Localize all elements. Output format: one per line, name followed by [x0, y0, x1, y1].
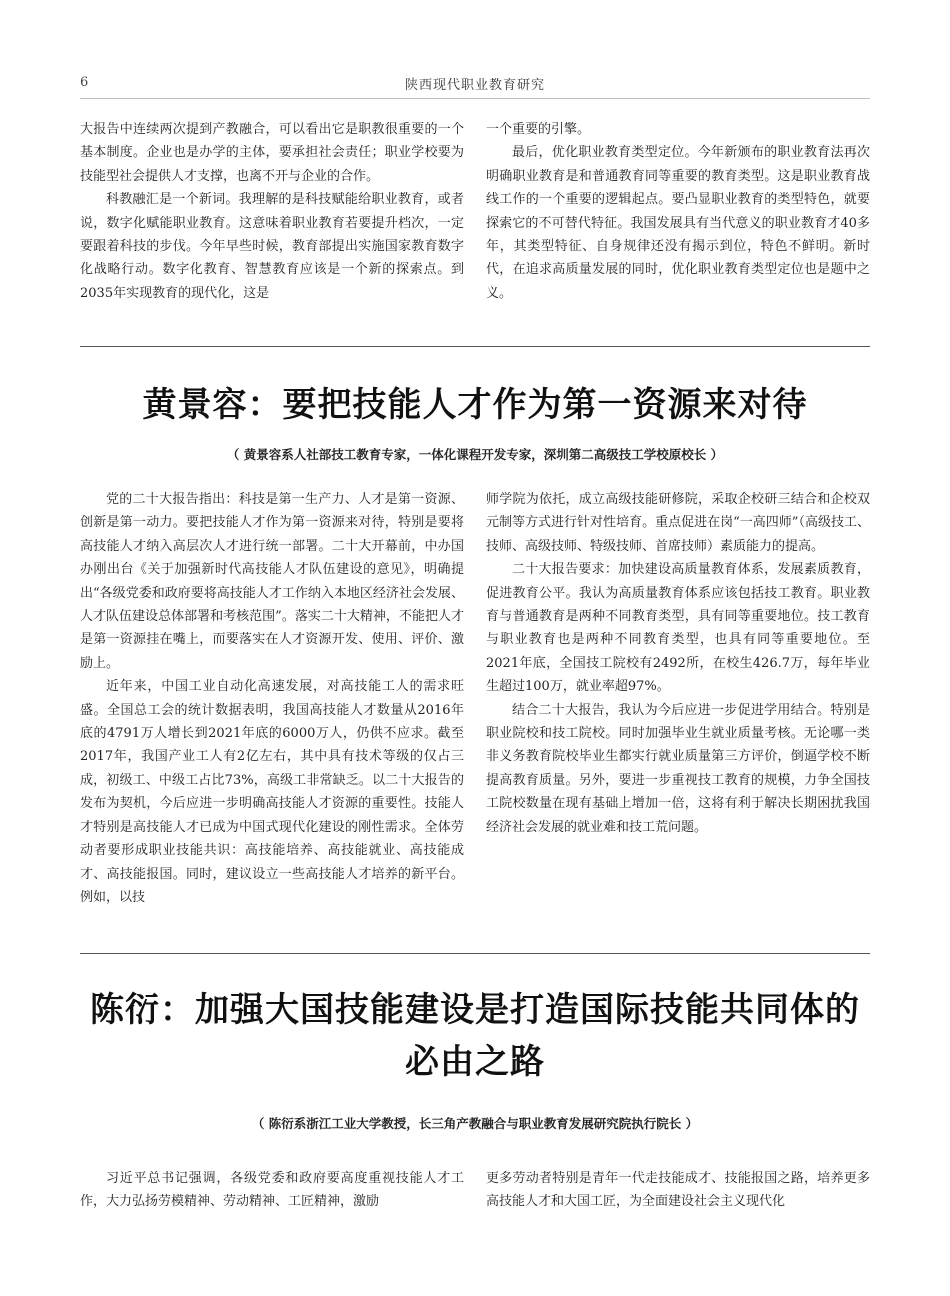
article-subtitle-huang: （ 黄景容系人社部技工教育专家，一体化课程开发专家，深圳第二高级技工学校原校长 ） [226, 447, 724, 462]
journal-title: 陕西现代职业教育研究 [404, 78, 545, 93]
top-right-column [486, 118, 870, 305]
article-subtitle-chen: （ 陈衍系浙江工业大学教授，长三角产教融合与职业教育发展研究院执行院长 ） [251, 1116, 699, 1131]
chen-left-column [80, 1167, 464, 1214]
huang-left-column [80, 488, 464, 909]
page-number: 6 [80, 75, 89, 90]
paragraph: 二十大报告要求：加快建设高质量教育体系，发展素质教育，促进教育公平。我认为高质量教育体系应该包括技工教育。职业教育与普通教育是两种不同教育类型，具有同等重要地位。技工教育与职业教育也是两种不同教育类型，也具有同等重要地位。至2021年底，全国技工院校有2492所，在校生426.7万，每年毕业生超过100万，就业率超97%。 [486, 562, 870, 695]
paragraph: 大报告中连续两次提到产教融合，可以看出它是职教很重要的一个基本制度。企业也是办学的主体，要承担社会责任；职业学校要为技能型社会提供人才支撑，也离不开与企业的合作。 [80, 122, 464, 184]
paragraph: 一个重要的引擎。 [486, 122, 591, 137]
paragraph: 最后，优化职业教育类型定位。今年新颁布的职业教育法再次明确职业教育是和普通教育同等重要的教育类型。这是职业教育战线工作的一个重要的逻辑起点。要凸显职业教育的类型特色，就要探索它的不可替代特征。我国发展具有当代意义的职业教育才40多年，其类型特征、自身规律还没有揭示到位，特色不鲜明。新时代，在追求高质量发展的同时，优化职业教育类型定位也是题中之义。 [486, 145, 870, 301]
paragraph: 更多劳动者特别是青年一代走技能成才、技能报国之路，培养更多高技能人才和大国工匠，为全面建设社会主义现代化 [486, 1171, 870, 1210]
article-title-line: 必由之路 [405, 1042, 545, 1082]
paragraph: 近年来，中国工业自动化高速发展，对高技能工人的需求旺盛。全国总工会的统计数据表明，我国高技能人才数量从2016年底的4791万人增长到2021年底的6000万人，仍供不应求。截至2017年，我国产业工人有2亿左右，其中具有技术等级的仅占三成，初级工、中级工占比73%，高级工非常缺乏。以二十大报告的发布为契机，今后应进一步明确高技能人才资源的重要性。技能人才特别是高技能人才已成为中国式现代化建设的刚性需求。全体劳动者要形成职业技能共识：高技能培养、高技能就业、高技能成才、高技能报国。同时，建议设立一些高技能人才培养的新平台。例如，以技 [80, 679, 464, 905]
article-title-chen [60, 984, 890, 1088]
section-divider [80, 346, 870, 347]
paragraph: 科教融汇是一个新词。我理解的是科技赋能给职业教育，或者说，数字化赋能职业教育。这意味着职业教育若要提升档次，一定要跟着科技的步伐。今年早些时候，教育部提出实施国家教育数字化战略行动。数字化教育、智慧教育应该是一个新的探索点。到2035年实现教育的现代化，这是 [80, 192, 464, 301]
huang-right-column [486, 488, 870, 839]
article-title-huang: 黄景容：要把技能人才作为第一资源来对待 [142, 385, 808, 425]
paragraph: 习近平总书记强调，各级党委和政府要高度重视技能人才工作，大力弘扬劳模精神、劳动精神、工匠精神，激励 [80, 1171, 464, 1210]
chen-right-column [486, 1167, 870, 1214]
section-divider [80, 953, 870, 954]
header-divider [80, 98, 870, 99]
paragraph: 师学院为依托，成立高级技能研修院，采取企校研三结合和企校双元制等方式进行针对性培育。重点促进在岗“一高四师”（高级技工、技师、高级技师、特级技师、首席技师）素质能力的提高。 [486, 492, 870, 554]
top-left-column [80, 118, 464, 305]
paragraph: 党的二十大报告指出：科技是第一生产力、人才是第一资源、创新是第一动力。要把技能人才作为第一资源来对待，特别是要将高技能人才纳入高层次人才进行统一部署。二十大开幕前，中办国办刚出台《关于加强新时代高技能人才队伍建设的意见》，明确提出“各级党委和政府要将高技能人才工作纳入本地区经济社会发展、人才队伍建设总体部署和考核范围”。落实二十大精神，不能把人才是第一资源挂在嘴上，而要落实在人才资源开发、使用、评价、激励上。 [80, 492, 464, 671]
paragraph: 结合二十大报告，我认为今后应进一步促进学用结合。特别是职业院校和技工院校。同时加强毕业生就业质量考核。无论哪一类非义务教育院校毕业生都实行就业质量第三方评价，倒逼学校不断提高教育质量。另外，要进一步重视技工教育的规模，力争全国技工院校数量在现有基础上增加一倍，这将有利于解决长期困扰我国经济社会发展的就业难和技工荒问题。 [486, 702, 870, 835]
article-title-line: 陈衍：加强大国技能建设是打造国际技能共同体的 [90, 990, 860, 1030]
